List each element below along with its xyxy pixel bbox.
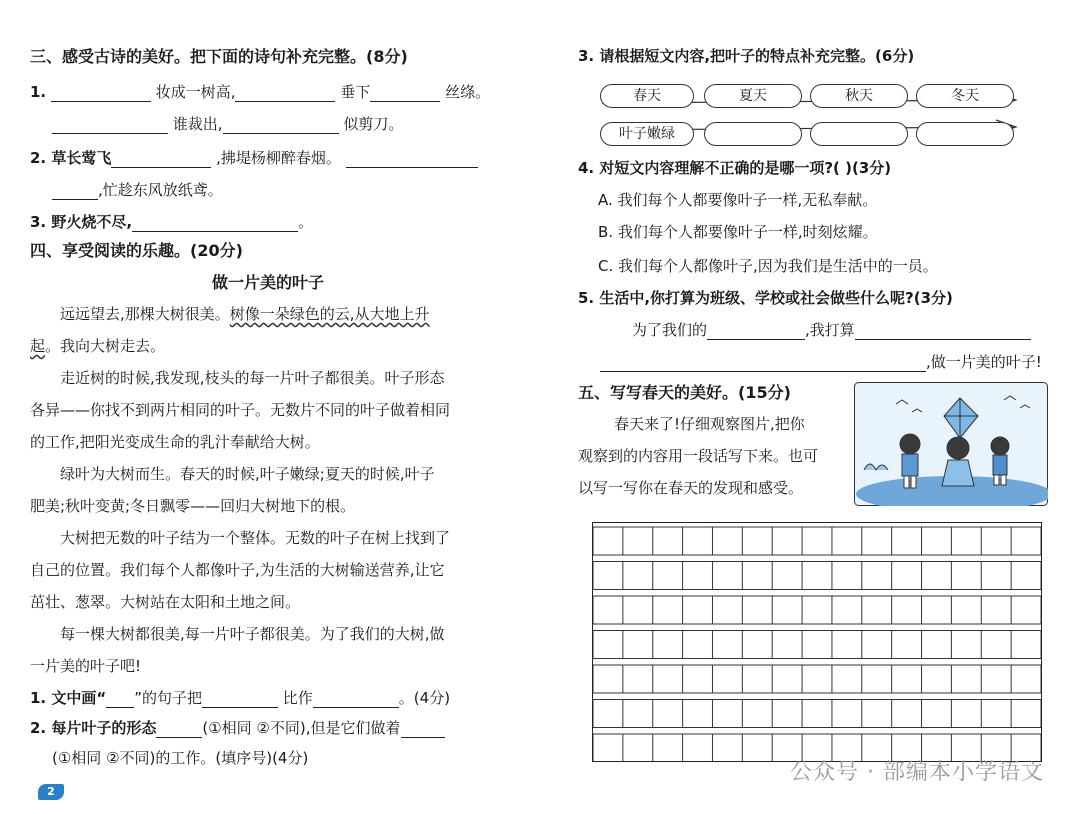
leaf-trait-winter-blank[interactable]: [916, 122, 1014, 146]
story-p4-line3: 茁壮、葱翠。大树站在太阳和土地之间。: [30, 593, 301, 611]
story-p1-line2: 起。我向大树走去。: [30, 337, 166, 355]
reading-q2-line2: (①相同 ②不同)的工作。(填序号)(4分): [52, 749, 309, 767]
option-c[interactable]: C. 我们每个人都像叶子,因为我们是生活中的一员。: [598, 257, 938, 275]
season-autumn: 秋天: [810, 84, 908, 108]
poem-q2-line1: 2. 草长莺飞 ,拂堤杨柳醉春烟。: [30, 148, 478, 168]
poem-q1-line2: 谁裁出, 似剪刀。: [52, 114, 403, 134]
blank[interactable]: [346, 151, 478, 168]
blank[interactable]: [202, 691, 278, 708]
season-spring: 春天: [600, 84, 694, 108]
blank[interactable]: [313, 691, 399, 708]
story-p4-line2: 自己的位置。我们每个人都像叶子,为生活的大树输送营养,让它: [30, 561, 445, 579]
leaf-trait-autumn-blank[interactable]: [810, 122, 908, 146]
leaf-trait-spring: 叶子嫩绿: [600, 122, 694, 146]
story-p3-line1: 绿叶为大树而生。春天的时候,叶子嫩绿;夏天的时候,叶子: [60, 465, 435, 483]
story-p4-line1: 大树把无数的叶子结为一个整体。无数的叶子在树上找到了: [60, 529, 451, 547]
blank[interactable]: [707, 323, 805, 340]
blank[interactable]: [235, 85, 335, 102]
grid-row: [593, 562, 1041, 590]
writing-prompt-line3: 以写一写你在春天的发现和感受。: [578, 479, 804, 497]
section-5-heading: 五、写写春天的美好。(15分): [578, 383, 791, 402]
story-p2-line2: 各异——你找不到两片相同的叶子。无数片不同的叶子做着相同: [30, 401, 451, 419]
poem-q3: 3. 野火烧不尽, 。: [30, 213, 314, 231]
section-3-heading: 三、感受古诗的美好。把下面的诗句补充完整。(8分): [30, 47, 408, 66]
writing-prompt-line1: 春天来了!仔细观察图片,把你: [614, 415, 805, 433]
story-p2-line1: 走近树的时候,我发现,枝头的每一片叶子都很美。叶子形态: [60, 369, 445, 387]
option-b[interactable]: B. 我们每个人都要像叶子一样,时刻炫耀。: [598, 223, 878, 241]
reading-q1: 1. 文中画“ ”的句子把 比作 。(4分): [30, 689, 451, 707]
right-q4-heading: 4. 对短文内容理解不正确的是哪一项?( )(3分): [578, 159, 892, 177]
reading-q2-line1: 2. 每片叶子的形态 (①相同 ②不同),但是它们做着: [30, 718, 445, 738]
grid-row: [593, 631, 1041, 659]
right-q5-heading: 5. 生活中,你打算为班级、学校或社会做些什么呢?(3分): [578, 289, 953, 307]
spring-kite-illustration: [854, 382, 1048, 506]
blank[interactable]: [401, 721, 445, 738]
blank[interactable]: [223, 117, 339, 134]
grid-row: [593, 596, 1041, 624]
blank[interactable]: [52, 183, 98, 200]
story-p5-line1: 每一棵大树都很美,每一片叶子都很美。为了我们的大树,做: [60, 625, 445, 643]
grid-row: [593, 700, 1041, 728]
blank[interactable]: [52, 117, 168, 134]
blank[interactable]: [51, 85, 151, 102]
story-title: 做一片美的叶子: [211, 273, 324, 292]
writing-prompt-line2: 观察到的内容用一段话写下来。也可: [578, 447, 819, 465]
story-p5-line2: 一片美的叶子吧!: [30, 657, 142, 675]
grid-lines: [593, 523, 1041, 761]
watermark: 公众号 · 部编本小学语文: [790, 760, 1044, 785]
story-p1-line1: 远远望去,那棵大树很美。树像一朵绿色的云,从大地上升: [60, 305, 430, 323]
q5-line1: 为了我们的 ,我打算: [632, 320, 1031, 340]
blank[interactable]: [132, 215, 298, 232]
leaf-trait-summer-blank[interactable]: [704, 122, 802, 146]
blank[interactable]: [111, 151, 211, 168]
blank[interactable]: [156, 721, 202, 738]
season-summer: 夏天: [704, 84, 802, 108]
blank[interactable]: [370, 85, 440, 102]
poem-q2-line2: ,忙趁东风放纸鸢。: [52, 180, 223, 200]
story-p2-line3: 的工作,把阳光变成生命的乳汁奉献给大树。: [30, 433, 320, 451]
writing-grid[interactable]: [592, 522, 1042, 762]
poem-q1-line1: 1. 妆成一树高, 垂下 丝绦。: [30, 83, 491, 101]
grid-row: [593, 665, 1041, 693]
grid-row: [593, 527, 1041, 555]
story-p3-line2: 肥美;秋叶变黄;冬日飘零——回归大树地下的根。: [30, 497, 356, 515]
q5-line2: ,做一片美的叶子!: [600, 352, 1042, 372]
section-4-heading: 四、享受阅读的乐趣。(20分): [30, 241, 243, 260]
page-number-badge: 2: [38, 784, 64, 800]
option-a[interactable]: A. 我们每个人都要像叶子一样,无私奉献。: [598, 191, 878, 209]
right-q3-heading: 3. 请根据短文内容,把叶子的特点补充完整。(6分): [578, 47, 915, 65]
blank[interactable]: [855, 323, 1031, 340]
wavy-mark-blank: [106, 691, 134, 708]
season-winter: 冬天: [916, 84, 1014, 108]
blank[interactable]: [600, 355, 926, 372]
